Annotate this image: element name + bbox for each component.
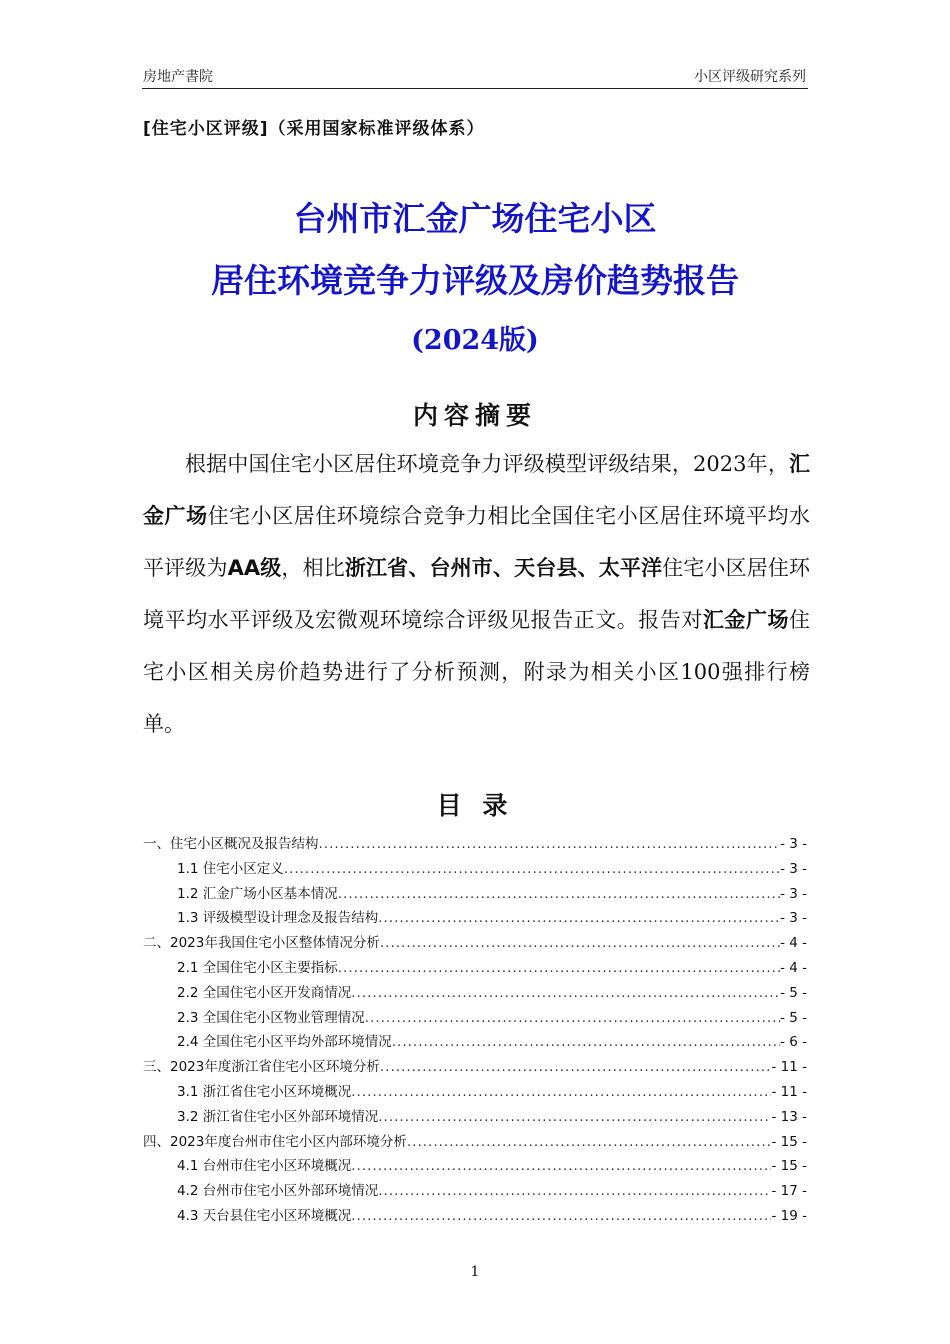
toc-entry-label: 2.4 全国住宅小区平均外部环境情况	[177, 1034, 392, 1051]
toc-entry[interactable]	[143, 882, 807, 907]
toc-leader-dots	[319, 836, 781, 852]
toc-leader-dots	[351, 1158, 771, 1174]
toc-entry-label: 4.1 台州市住宅小区环境概况	[177, 1158, 352, 1175]
toc-heading: 目 录	[436, 791, 514, 820]
toc-entry-label: 4.3 天台县住宅小区环境概况	[177, 1207, 352, 1224]
header-right-text: 小区评级研究系列	[694, 69, 806, 85]
toc-entry-page: - 3 -	[780, 836, 807, 852]
toc-entry-page: - 13 -	[771, 1108, 807, 1125]
toc-entry[interactable]	[143, 1204, 807, 1229]
toc-entry-label: 2.3 全国住宅小区物业管理情况	[177, 1009, 365, 1026]
toc-entry[interactable]	[143, 1055, 807, 1080]
toc-entry-label: 2.2 全国住宅小区开发商情况	[177, 984, 352, 1001]
toc-entry-page: - 5 -	[780, 1009, 807, 1026]
toc-entry[interactable]	[143, 1030, 807, 1055]
toc-entry-page: - 17 -	[771, 1183, 807, 1200]
toc-entry-label: 4.2 台州市住宅小区外部环境情况	[177, 1183, 379, 1200]
abstract-bold-community: 汇金广场	[143, 452, 810, 528]
toc-leader-dots	[351, 985, 780, 1001]
toc-entry-label: 四、2023年度台州市住宅小区内部环境分析	[143, 1133, 407, 1150]
toc-entry-label: 1.1 住宅小区定义	[177, 860, 284, 877]
toc-entry[interactable]	[143, 857, 807, 882]
abstract-bold-community-2: 汇金广场	[702, 608, 790, 632]
toc-leader-dots	[351, 1208, 771, 1224]
toc-entry-label: 三、2023年度浙江省住宅小区环境分析	[143, 1059, 380, 1076]
toc-entry-page: - 11 -	[771, 1059, 807, 1076]
toc-leader-dots	[380, 935, 780, 951]
abstract-text-4: 住宅小区居住环境平均水平评级及宏微观环境综合评级见报告正文。报告对	[143, 556, 811, 632]
toc-entry-page: - 3 -	[780, 860, 807, 877]
toc-entry-page: - 15 -	[771, 1133, 807, 1150]
toc-entry-page: - 3 -	[780, 885, 807, 902]
title-edition: (2024版)	[411, 325, 539, 356]
title-line-1: 台州市汇金广场住宅小区	[293, 199, 657, 238]
toc-entry-label: 一、住宅小区概况及报告结构	[143, 836, 319, 852]
toc-leader-dots	[378, 910, 780, 926]
title-line-2: 居住环境竞争力评级及房价趋势报告	[211, 261, 739, 300]
toc-leader-dots	[378, 1183, 771, 1199]
toc-entry[interactable]	[143, 1130, 807, 1155]
toc-leader-dots	[351, 1084, 771, 1100]
table-of-contents	[143, 832, 807, 1229]
abstract-text-3: ，相比	[281, 556, 345, 580]
header-divider	[142, 88, 808, 89]
toc-entry[interactable]	[143, 832, 807, 857]
toc-entry-page: - 19 -	[771, 1207, 807, 1224]
abstract-text-5: 住宅小区相关房价趋势进行了分析预测，附录为相关小区100强排行榜单。	[143, 608, 811, 736]
toc-leader-dots	[284, 861, 780, 877]
toc-leader-dots	[407, 1134, 772, 1150]
toc-entry-label: 二、2023年我国住宅小区整体情况分析	[143, 935, 380, 952]
toc-leader-dots	[338, 960, 780, 976]
abstract-text-2: 住宅小区居住环境综合竞争力相比全国住宅小区居住环境平均水平评级为	[143, 504, 811, 580]
header-left-text: 房地产書院	[143, 69, 213, 85]
toc-leader-dots	[392, 1034, 780, 1050]
toc-entry[interactable]	[143, 1006, 807, 1031]
toc-entry-page: - 5 -	[780, 984, 807, 1001]
page-number: 1	[470, 1264, 480, 1280]
toc-entry[interactable]	[143, 931, 807, 956]
abstract-bold-grade: AA级	[227, 556, 282, 580]
toc-entry[interactable]	[143, 1179, 807, 1204]
toc-entry-page: - 11 -	[771, 1083, 807, 1100]
toc-entry[interactable]	[143, 956, 807, 981]
toc-entry-label: 3.1 浙江省住宅小区环境概况	[177, 1083, 352, 1100]
abstract-text-1: 根据中国住宅小区居住环境竞争力评级模型评级结果，2023年，	[185, 452, 789, 476]
category-tag: [住宅小区评级]（采用国家标准评级体系）	[143, 119, 485, 139]
toc-leader-dots	[378, 1109, 771, 1125]
toc-entry[interactable]	[143, 906, 807, 931]
toc-entry-page: - 15 -	[771, 1158, 807, 1175]
abstract-heading: 内容摘要	[412, 401, 537, 430]
abstract-paragraph	[143, 438, 810, 750]
toc-entry[interactable]	[143, 1080, 807, 1105]
toc-entry-label: 1.3 评级模型设计理念及报告结构	[177, 910, 379, 927]
toc-leader-dots	[365, 1010, 780, 1026]
toc-entry[interactable]	[143, 1105, 807, 1130]
abstract-bold-regions: 浙江省、台州市、天台县、太平洋	[344, 556, 663, 580]
toc-entry-page: - 6 -	[780, 1034, 807, 1051]
toc-entry-page: - 4 -	[780, 935, 807, 952]
toc-entry[interactable]	[143, 981, 807, 1006]
toc-leader-dots	[338, 886, 780, 902]
toc-entry-label: 2.1 全国住宅小区主要指标	[177, 959, 338, 976]
toc-leader-dots	[380, 1059, 772, 1075]
toc-entry-label: 3.2 浙江省住宅小区外部环境情况	[177, 1108, 379, 1125]
toc-entry-page: - 4 -	[780, 959, 807, 976]
toc-entry-label: 1.2 汇金广场小区基本情况	[177, 885, 338, 902]
toc-entry-page: - 3 -	[780, 910, 807, 927]
toc-entry[interactable]	[143, 1154, 807, 1179]
